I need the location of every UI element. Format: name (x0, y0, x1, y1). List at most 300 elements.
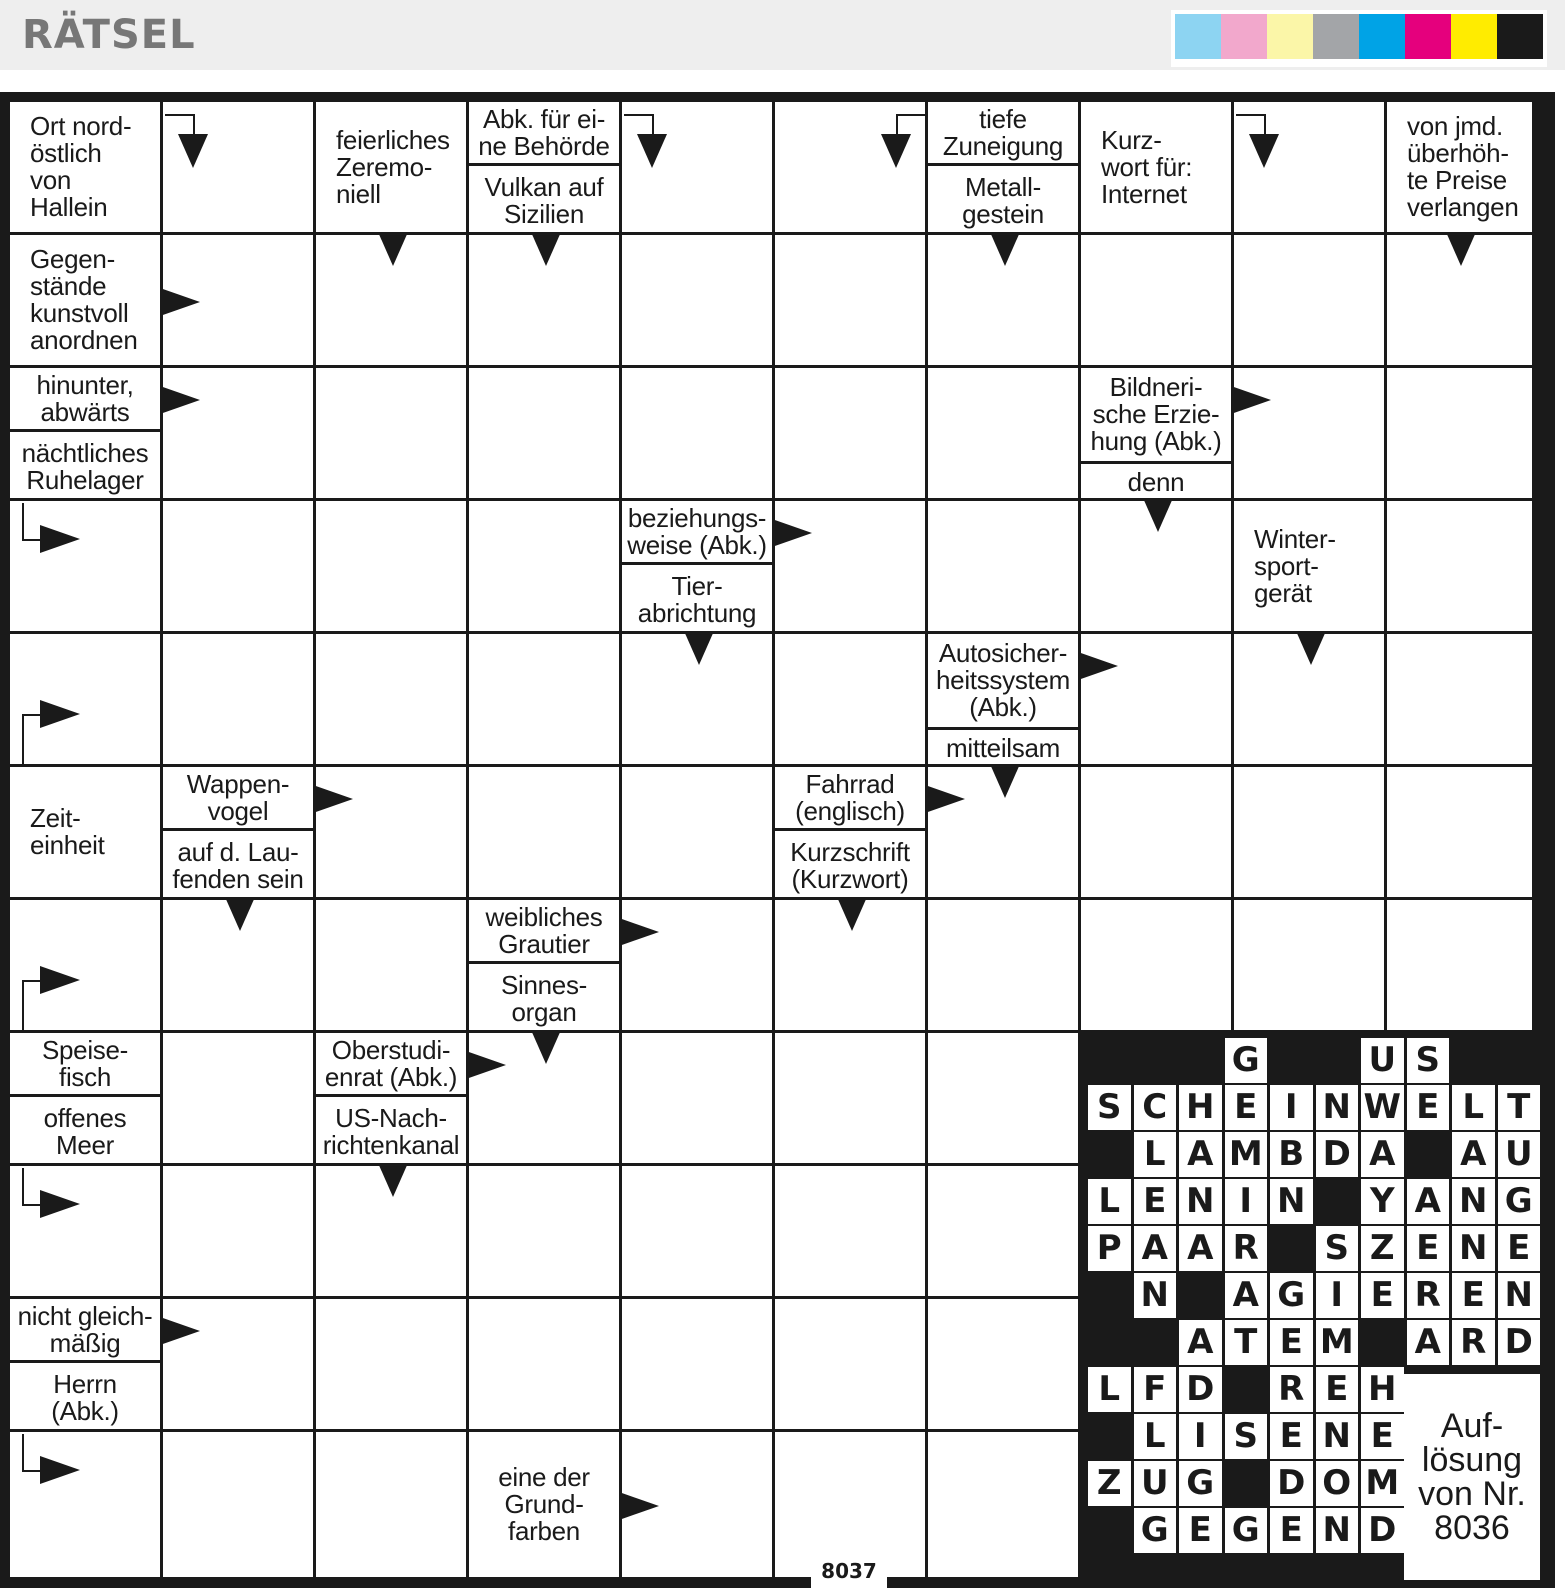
solution-letter: R (1225, 1226, 1268, 1271)
clue-line: Bildneri- (1109, 372, 1203, 402)
color-swatch (1451, 14, 1497, 59)
clue-line: fisch (59, 1061, 111, 1092)
clue-text (1081, 102, 1231, 232)
solution-letter: A (1179, 1226, 1222, 1271)
answer-cell[interactable] (469, 767, 619, 897)
clue-cell (1081, 368, 1231, 498)
answer-cell[interactable] (928, 900, 1078, 1030)
clue-text-bottom (469, 967, 619, 1030)
clue-line: sport- (1254, 550, 1319, 581)
arrow-right-icon (160, 386, 200, 414)
solution-letter: N (1134, 1273, 1177, 1318)
clue-line: Grautier (498, 928, 590, 959)
clue-line: abrichtung (637, 597, 757, 628)
answer-cell[interactable] (316, 1432, 466, 1577)
answer-cell[interactable] (775, 1033, 925, 1163)
clue-text-bottom (163, 834, 313, 897)
clue-text-bottom (10, 435, 160, 498)
clue-line: (englisch) (795, 795, 905, 826)
clue-line: weibliches (485, 901, 603, 932)
solution-letter: E (1407, 1085, 1450, 1130)
clue-text-top (928, 102, 1078, 166)
page-title: RÄTSEL (22, 12, 196, 58)
clue-line: Autosicher- (938, 638, 1068, 668)
answer-cell[interactable] (316, 501, 466, 631)
clue-text-bottom (775, 834, 925, 897)
clue-line: organ (511, 996, 577, 1027)
solution-letter: A (1361, 1132, 1404, 1177)
clue-line: gerät (1254, 577, 1312, 608)
solution-letter: N (1270, 1179, 1313, 1224)
arrow-right-icon (466, 1051, 506, 1079)
solution-letter: D (1270, 1461, 1313, 1506)
clue-text-top (10, 368, 160, 432)
answer-cell[interactable] (622, 1033, 772, 1163)
solution-letter: L (1088, 1179, 1131, 1224)
arrow-down-icon (378, 1163, 408, 1197)
solution-letter: A (1179, 1132, 1222, 1177)
solution-letter: M (1316, 1320, 1359, 1365)
answer-cell[interactable] (163, 1033, 313, 1163)
answer-cell[interactable] (469, 368, 619, 498)
answer-cell[interactable] (163, 634, 313, 764)
solution-letter: R (1270, 1367, 1313, 1412)
arrow-down-icon (637, 134, 667, 168)
clue-line: ne Behörde (478, 130, 610, 161)
arrow-bend-line (22, 1434, 42, 1472)
header-bar (0, 0, 1565, 70)
clue-text-bottom (316, 1100, 466, 1163)
solution-letter: H (1179, 1085, 1222, 1130)
answer-cell[interactable] (316, 900, 466, 1030)
clue-line: Zuneigung (942, 130, 1064, 161)
clue-text-bottom (1081, 467, 1231, 498)
arrow-right-icon (925, 785, 965, 813)
color-swatch (1497, 14, 1543, 59)
clue-text-top (928, 634, 1078, 730)
solution-letter: D (1361, 1508, 1404, 1553)
clue-line: Wappen- (186, 768, 290, 799)
clue-line: beziehungs- (627, 502, 767, 533)
clue-text-bottom (10, 1366, 160, 1429)
clue-line: niell (336, 178, 381, 209)
arrow-bend-line (624, 114, 654, 136)
clue-line: Winter- (1254, 523, 1336, 554)
arrow-bend-line (165, 114, 195, 136)
answer-cell[interactable] (469, 501, 619, 631)
clue-cell (469, 900, 619, 1030)
arrow-right-icon (1231, 386, 1271, 414)
clue-line: Oberstudi- (331, 1034, 451, 1065)
clue-line: Gegen- (30, 244, 115, 274)
answer-cell[interactable] (1387, 900, 1532, 1030)
answer-cell[interactable] (1387, 767, 1532, 897)
solution-letter: G (1179, 1461, 1222, 1506)
solution-letter: S (1316, 1226, 1359, 1271)
answer-cell[interactable] (1234, 900, 1384, 1030)
solution-letter: Z (1361, 1226, 1404, 1271)
clue-line: offenes (43, 1102, 127, 1133)
clue-line: einheit (30, 830, 105, 860)
arrow-down-icon (531, 232, 561, 266)
clue-line: (Abk.) (969, 692, 1037, 722)
arrow-right-icon (40, 525, 80, 553)
clue-text-top (622, 501, 772, 565)
answer-cell[interactable] (775, 235, 925, 365)
solution-letter: N (1316, 1414, 1359, 1459)
clue-text-top (469, 900, 619, 964)
answer-cell[interactable] (1081, 767, 1231, 897)
clue-line: Grund- (504, 1489, 584, 1519)
clue-line: US-Nach- (335, 1102, 447, 1133)
clue-cell (775, 767, 925, 897)
solution-letter: I (1225, 1179, 1268, 1224)
solution-letter: E (1361, 1273, 1404, 1318)
color-swatch (1313, 14, 1359, 59)
clue-line: von (30, 165, 72, 195)
solution-letter: A (1179, 1320, 1222, 1365)
answer-cell[interactable] (622, 767, 772, 897)
clue-line: wort für: (1101, 151, 1193, 182)
clue-text-bottom (10, 1100, 160, 1163)
clue-text-top (469, 102, 619, 166)
clue-line: Internet (1101, 178, 1187, 209)
solution-letter: Y (1361, 1179, 1404, 1224)
clue-text-top (316, 1033, 466, 1097)
clue-line: sche Erzie- (1092, 399, 1220, 429)
answer-cell[interactable] (316, 368, 466, 498)
answer-cell[interactable] (1234, 767, 1384, 897)
arrow-right-icon (40, 700, 80, 728)
solution-letter: D (1316, 1132, 1359, 1177)
solution-letter: G (1225, 1038, 1268, 1083)
solution-letter: H (1361, 1367, 1404, 1412)
clue-cell (316, 1033, 466, 1163)
answer-cell[interactable] (1081, 900, 1231, 1030)
clue-line: Zeit- (30, 803, 81, 833)
clue-line: nächtliches (21, 437, 149, 468)
clue-line: vogel (207, 795, 269, 826)
clue-line: farben (508, 1516, 580, 1546)
clue-text (10, 102, 160, 232)
clue-cell (469, 102, 619, 232)
arrow-down-icon (1446, 232, 1476, 266)
color-swatch (1267, 14, 1313, 59)
solution-letter: C (1134, 1085, 1177, 1130)
crossword-grid (0, 92, 1555, 1588)
arrow-bend-line (22, 714, 42, 766)
solution-letter: N (1316, 1085, 1359, 1130)
answer-cell[interactable] (622, 1299, 772, 1429)
clue-line: Abk. für ei- (482, 103, 606, 134)
arrow-bend-line (896, 114, 926, 136)
clue-text-top (1081, 368, 1231, 464)
arrow-bend-line (22, 1168, 42, 1206)
solution-letter: N (1452, 1226, 1495, 1271)
solution-letter: E (1270, 1508, 1313, 1553)
answer-cell[interactable] (1081, 235, 1231, 365)
answer-cell[interactable] (622, 235, 772, 365)
arrow-bend-line (22, 980, 42, 1032)
solution-letter: B (1270, 1132, 1313, 1177)
solution-letter: A (1225, 1273, 1268, 1318)
clue-cell (10, 1299, 160, 1429)
solution-letter: I (1316, 1273, 1359, 1318)
solution-letter: E (1225, 1085, 1268, 1130)
solution-letter: Z (1088, 1461, 1131, 1506)
clue-cell (10, 368, 160, 498)
clue-line: Tier- (671, 570, 723, 601)
solution-letter: F (1134, 1367, 1177, 1412)
solution-grid (1078, 1028, 1545, 1588)
solution-letter: L (1134, 1132, 1177, 1177)
answer-cell[interactable] (928, 368, 1078, 498)
clue-line: Auf- (1440, 1407, 1504, 1445)
answer-cell[interactable] (928, 1033, 1078, 1163)
answer-cell[interactable] (928, 1299, 1078, 1429)
solution-letter: T (1498, 1085, 1541, 1130)
clue-line: nicht gleich- (17, 1300, 153, 1331)
solution-label (1404, 1374, 1540, 1580)
clue-line: 8036 (1434, 1509, 1510, 1547)
clue-line: von jmd. (1407, 111, 1503, 141)
clue-text-top (775, 767, 925, 831)
solution-letter: U (1498, 1132, 1541, 1177)
clue-line: anordnen (30, 325, 138, 355)
clue-text-bottom (928, 733, 1078, 764)
clue-line: feierliches (336, 124, 450, 155)
answer-cell[interactable] (1387, 634, 1532, 764)
solution-letter: A (1407, 1320, 1450, 1365)
clue-line: kunstvoll (30, 298, 129, 328)
clue-text (1387, 102, 1532, 232)
arrow-right-icon (1078, 652, 1118, 680)
solution-letter: R (1407, 1273, 1450, 1318)
answer-cell[interactable] (1387, 368, 1532, 498)
clue-text (316, 102, 466, 232)
clue-cell (928, 634, 1078, 764)
solution-letter: M (1225, 1132, 1268, 1177)
arrow-right-icon (160, 1317, 200, 1345)
clue-cell (10, 235, 160, 365)
clue-line: lösung (1421, 1441, 1523, 1479)
clue-line: te Preise (1407, 165, 1507, 195)
arrow-down-icon (1296, 631, 1326, 665)
answer-cell[interactable] (163, 501, 313, 631)
solution-letter: E (1452, 1273, 1495, 1318)
answer-cell[interactable] (316, 1299, 466, 1429)
answer-cell[interactable] (622, 368, 772, 498)
solution-letter: E (1179, 1508, 1222, 1553)
clue-cell (10, 1033, 160, 1163)
solution-letter: A (1134, 1226, 1177, 1271)
clue-line: Vulkan auf (484, 171, 604, 202)
solution-letter: N (1179, 1179, 1222, 1224)
clue-line: eine der (498, 1462, 590, 1492)
solution-letter: O (1316, 1461, 1359, 1506)
solution-letter: E (1134, 1179, 1177, 1224)
solution-letter: N (1498, 1273, 1541, 1318)
solution-letter: N (1316, 1508, 1359, 1553)
color-calibration-strip (1171, 10, 1547, 67)
solution-letter: A (1407, 1179, 1450, 1224)
answer-cell[interactable] (163, 1432, 313, 1577)
clue-line: überhöh- (1407, 138, 1509, 168)
solution-letter: E (1270, 1320, 1313, 1365)
clue-line: von Nr. (1418, 1475, 1526, 1513)
solution-letter: U (1134, 1461, 1177, 1506)
clue-text (469, 1432, 619, 1577)
answer-cell[interactable] (928, 1432, 1078, 1577)
answer-cell[interactable] (928, 1166, 1078, 1296)
clue-line: hinunter, (36, 369, 134, 400)
answer-cell[interactable] (1234, 235, 1384, 365)
answer-cell[interactable] (1387, 501, 1532, 631)
answer-cell[interactable] (469, 634, 619, 764)
clue-line: enrat (Abk.) (324, 1061, 458, 1092)
clue-cell (1081, 102, 1231, 232)
arrow-down-icon (531, 1030, 561, 1064)
solution-letter: P (1088, 1226, 1131, 1271)
clue-line: mitteilsam (945, 733, 1060, 763)
clue-text-top (163, 767, 313, 831)
solution-letter: D (1179, 1367, 1222, 1412)
clue-line: Sizilien (504, 198, 584, 229)
clue-line: weise (Abk.) (627, 529, 767, 560)
clue-text-top (10, 1033, 160, 1097)
arrow-right-icon (619, 1492, 659, 1520)
arrow-down-icon (1249, 134, 1279, 168)
clue-line: Metall- (965, 171, 1041, 202)
clue-line: Speise- (41, 1034, 129, 1065)
solution-letter: S (1407, 1038, 1450, 1083)
clue-cell (1234, 501, 1384, 631)
arrow-down-icon (881, 134, 911, 168)
clue-line: stände (30, 271, 107, 301)
solution-letter: E (1270, 1414, 1313, 1459)
clue-line: mäßig (49, 1327, 121, 1358)
solution-letter: L (1452, 1085, 1495, 1130)
clue-line: Kurzschrift (790, 836, 910, 867)
clue-line: Sinnes- (500, 969, 588, 1000)
clue-line: Ort nord- (30, 111, 132, 141)
solution-letter: U (1361, 1038, 1404, 1083)
clue-line: östlich (30, 138, 102, 168)
answer-cell[interactable] (469, 1299, 619, 1429)
answer-cell[interactable] (316, 634, 466, 764)
arrow-down-icon (990, 232, 1020, 266)
solution-letter: G (1225, 1508, 1268, 1553)
color-swatch (1221, 14, 1267, 59)
answer-cell[interactable] (622, 1166, 772, 1296)
solution-letter: G (1134, 1508, 1177, 1553)
clue-text-bottom (622, 568, 772, 631)
arrow-down-icon (225, 897, 255, 931)
clue-line: fenden sein (172, 863, 304, 894)
color-swatch (1175, 14, 1221, 59)
answer-cell[interactable] (163, 1166, 313, 1296)
arrow-right-icon (40, 966, 80, 994)
solution-letter: E (1361, 1414, 1404, 1459)
solution-letter: S (1088, 1085, 1131, 1130)
solution-letter: G (1498, 1179, 1541, 1224)
clue-line: Meer (55, 1129, 115, 1160)
solution-letter: M (1361, 1461, 1404, 1506)
puzzle-number: 8037 (811, 1553, 887, 1588)
arrow-right-icon (313, 785, 353, 813)
clue-cell (1387, 102, 1532, 232)
clue-line: verlangen (1407, 192, 1519, 222)
answer-cell[interactable] (775, 634, 925, 764)
clue-line: auf d. Lau- (177, 836, 299, 867)
clue-text (10, 767, 160, 897)
solution-letter: N (1452, 1179, 1495, 1224)
clue-line: hung (Abk.) (1090, 426, 1222, 456)
answer-cell[interactable] (775, 1299, 925, 1429)
arrow-down-icon (378, 232, 408, 266)
clue-text (1234, 501, 1384, 631)
clue-text-bottom (469, 169, 619, 232)
clue-line: gestein (962, 198, 1044, 229)
arrow-down-icon (684, 631, 714, 665)
clue-text (10, 235, 160, 365)
clue-line: richtenkanal (322, 1129, 460, 1160)
arrow-down-icon (1143, 498, 1173, 532)
color-swatch (1405, 14, 1451, 59)
clue-line: denn (1127, 467, 1185, 497)
solution-letter: S (1225, 1414, 1268, 1459)
clue-cell (163, 767, 313, 897)
arrow-down-icon (178, 134, 208, 168)
solution-letter: E (1407, 1226, 1450, 1271)
arrow-right-icon (40, 1190, 80, 1218)
solution-letter: I (1270, 1085, 1313, 1130)
clue-text-bottom (928, 169, 1078, 232)
clue-line: heitssystem (936, 665, 1070, 695)
solution-letter: D (1498, 1320, 1541, 1365)
clue-line: abwärts (40, 396, 130, 427)
arrow-right-icon (772, 519, 812, 547)
clue-cell (469, 1432, 619, 1577)
color-swatch (1359, 14, 1405, 59)
clue-line: Herrn (53, 1368, 117, 1399)
answer-cell[interactable] (775, 368, 925, 498)
clue-cell (10, 767, 160, 897)
answer-cell[interactable] (928, 501, 1078, 631)
solution-letter: T (1225, 1320, 1268, 1365)
solution-letter: L (1134, 1414, 1177, 1459)
arrow-down-icon (837, 897, 867, 931)
answer-cell[interactable] (469, 1166, 619, 1296)
clue-line: (Kurzwort) (791, 863, 909, 894)
solution-letter: G (1270, 1273, 1313, 1318)
clue-line: Hallein (30, 192, 108, 222)
clue-cell (928, 102, 1078, 232)
arrow-right-icon (160, 288, 200, 316)
solution-letter: I (1179, 1414, 1222, 1459)
clue-cell (316, 102, 466, 232)
solution-letter: A (1452, 1132, 1495, 1177)
answer-cell[interactable] (775, 1166, 925, 1296)
clue-line: Kurz- (1101, 124, 1162, 155)
solution-letter: E (1498, 1226, 1541, 1271)
arrow-bend-line (1236, 114, 1266, 136)
clue-line: tiefe (979, 103, 1027, 134)
arrow-bend-line (22, 503, 42, 541)
arrow-right-icon (619, 918, 659, 946)
clue-line: Ruhelager (26, 464, 144, 495)
arrow-down-icon (990, 764, 1020, 798)
